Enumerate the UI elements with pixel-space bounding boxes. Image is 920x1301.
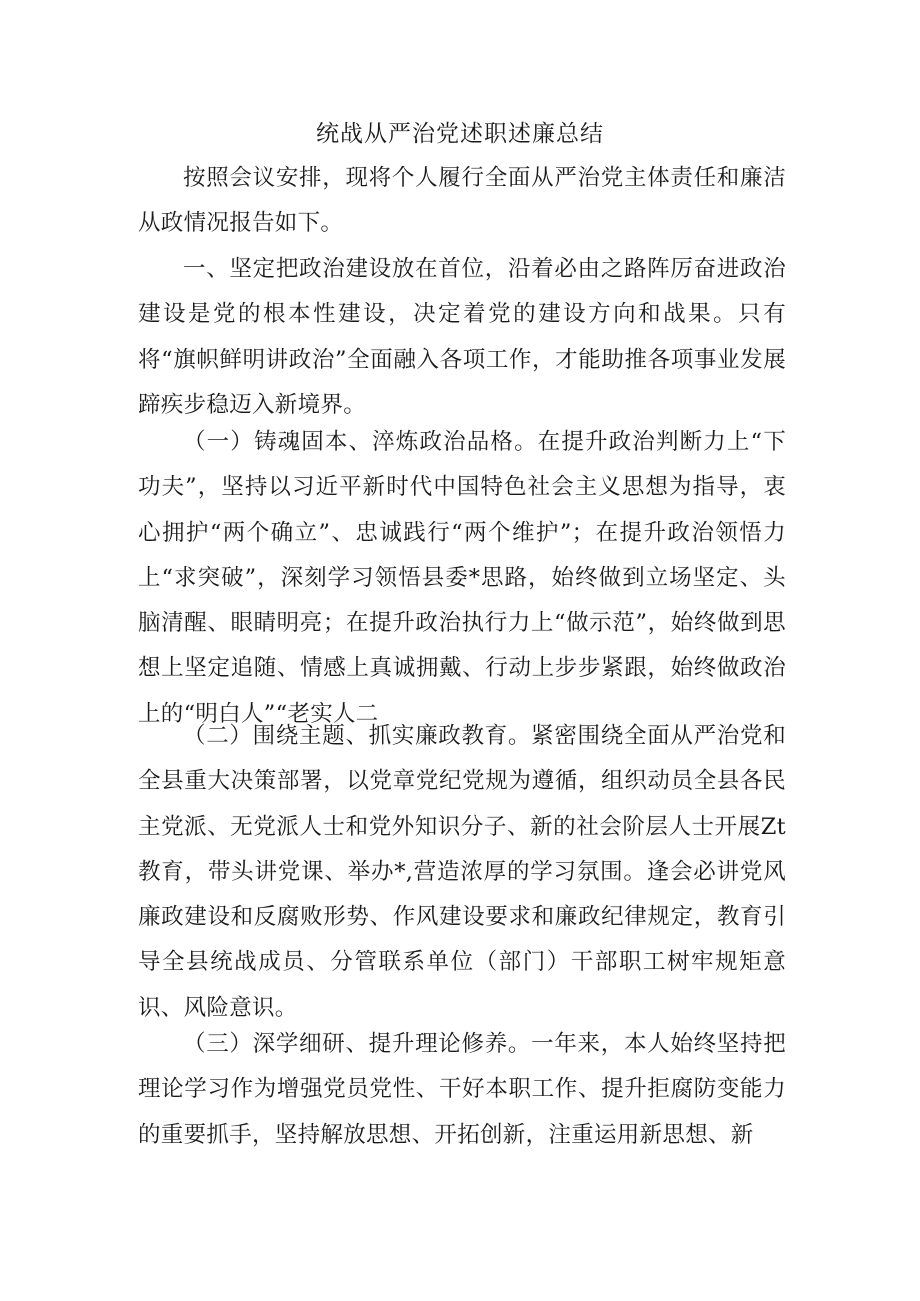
paragraph-intro: 按照会议安排，现将个人履行全面从严治党主体责任和廉洁从政情况报告如下。 <box>138 165 786 237</box>
document-title: 统战从严治党述职述廉总结 <box>316 121 604 147</box>
paragraph-subsection-2: （二）围绕主题、抓实廉政教育。紧密围绕全面从严治党和全县重大决策部署，以党章党纪党规为遵循，组织动员全县各民主党派、无党派人士和党外知识分子、新的社会阶层人士开展Zt教育，带头讲党课、举办*,营造浓厚的学习氛围。逢会必讲党风廉政建设和反腐败形势、作风建设要求和廉政纪律规定，教育引导全县统战成员、分管联系单位（部门）干部职工树牢规矩意识、风险意识。 <box>138 723 786 1021</box>
paragraph-section-1: 一、坚定把政治建设放在首位，沿着必由之路阵厉奋进政治建设是党的根本性建设，决定着党的建设方向和战果。只有将“旗帜鲜明讲政治”全面融入各项工作，才能助推各项事业发展蹄疾步稳迈入新境界。 <box>138 256 786 418</box>
paragraph-subsection-3: （三）深学细研、提升理论修养。一年来，本人始终坚持把理论学习作为增强党员党性、干好本职工作、提升拒腐防变能力的重要抓手，坚持解放思想、开拓创新，注重运用新思想、新 <box>138 1031 786 1148</box>
paragraph-subsection-1: （一）铸魂固本、淬炼政治品格。在提升政治判断力上“下功夫”，坚持以习近平新时代中国特色社会主义思想为指导，衷心拥护“两个确立”、忠诚践行“两个维护”；在提升政治领悟力上“求突破”，深刻学习领悟县委*思路，始终做到立场坚定、头脑清醒、眼睛明亮；在提升政治执行力上“做示范”，始终做到思想上坚定追随、情感上真诚拥戴、行动上步步紧跟，始终做政治上的“明白人”“老实人二 <box>138 429 786 727</box>
